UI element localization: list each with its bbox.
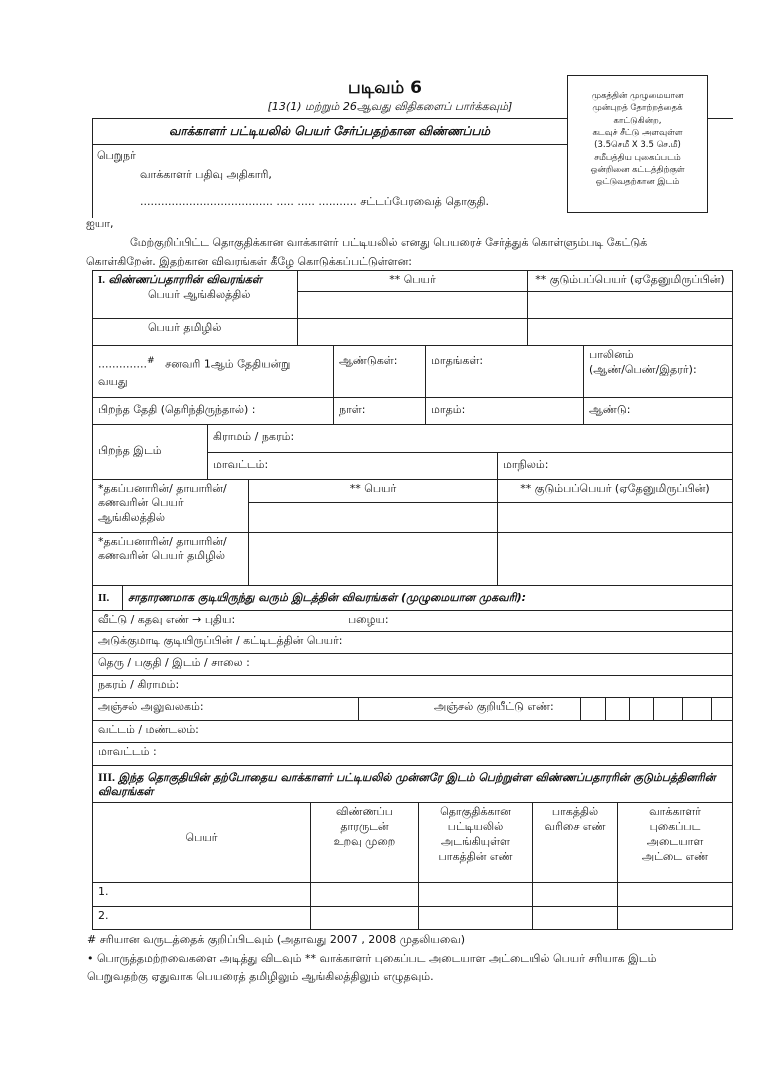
photo-text: ஒன்றினை கட்டத்திற்குள்	[590, 164, 685, 175]
months-field[interactable]: மாதங்கள்:	[425, 345, 584, 398]
gender-field[interactable]	[583, 345, 733, 398]
member-cell[interactable]	[418, 906, 533, 930]
col-name: ** பெயர்	[297, 270, 528, 292]
dob-day[interactable]: நாள்:	[333, 397, 426, 425]
member-cell[interactable]	[532, 882, 618, 907]
pin-digit-box[interactable]	[682, 697, 712, 721]
member-cell[interactable]	[532, 906, 618, 930]
apartment-row[interactable]: அடுக்குமாடி குடியிருப்பின் / கட்டிடத்தின் பெயர்:	[92, 631, 733, 654]
door-no-row[interactable]	[92, 610, 733, 632]
post-office-field[interactable]: அஞ்சல் அலுவலகம்:	[92, 697, 359, 721]
parent-col-surname: ** குடும்பப்பெயர் (ஏதேனுமிருப்பின்)	[497, 479, 733, 503]
age-text: சனவரி 1ஆம் தேதியன்று	[165, 357, 291, 371]
age-cell[interactable]	[92, 345, 334, 398]
surname-english-input[interactable]	[527, 291, 733, 319]
col-relation: விண்ணப்ப தாரருடன் உறவு முறை	[310, 802, 419, 883]
form-subtitle: [13(1) மற்றும் 26ஆவது விதிகளைப் பார்க்கவும்]	[267, 100, 513, 113]
birth-village-field[interactable]: கிராமம் / நகரம்:	[207, 424, 733, 453]
photo-text: கடவுச் சீட்டு அளவுள்ள	[592, 127, 683, 138]
name-english-input[interactable]	[297, 291, 528, 319]
parent-name-tamil-input[interactable]	[248, 532, 498, 586]
form-title: படிவம் 6	[348, 78, 422, 98]
dob-year[interactable]: ஆண்டு:	[583, 397, 733, 425]
name-english-label: பெயர் ஆங்கிலத்தில்	[148, 287, 251, 301]
old-door-label: பழைய:	[348, 613, 389, 626]
footnote-star: • பொருத்தமற்றவைகளை அடித்து விடவும் ** வாக்காளர் புகைப்பட அடையாள அட்டையில் பெயர் சரியாக இடம்	[87, 952, 657, 965]
constituency-line[interactable]: ...................................... ..... ..... ........... சட்டப்பேரவைத் தொகுதி.	[140, 195, 490, 208]
name-tamil-label: பெயர் தமிழில்	[92, 318, 298, 346]
photo-box[interactable]	[567, 75, 708, 213]
door-no-label: வீட்டு / கதவு எண் → புதிய:	[98, 613, 236, 626]
town-row[interactable]: நகரம் / கிராமம்:	[92, 675, 733, 698]
pin-digit-box[interactable]	[580, 697, 606, 721]
section3-header	[92, 765, 733, 803]
birth-state-field[interactable]: மாநிலம்:	[497, 452, 733, 480]
parent-english-label: *தகப்பனாரின்/ தாயாரின்/ கணவரின் பெயர் ஆங்கிலத்தில்	[92, 479, 249, 533]
member-cell[interactable]	[418, 882, 533, 907]
pin-digit-box[interactable]	[629, 697, 654, 721]
photo-text: சமீபத்திய புகைப்படம்	[594, 152, 681, 163]
gender-label: பாலினம்	[589, 348, 634, 361]
gender-options: (ஆண்/பெண்/இதரர்):	[589, 362, 697, 376]
to-label: பெறுநர்	[97, 149, 136, 162]
photo-text: முன்புறத் தோற்றத்தைக்	[592, 103, 683, 114]
age-blank: ..............	[98, 357, 147, 371]
salutation: ஐயா,	[86, 217, 114, 230]
pin-digit-box[interactable]	[711, 697, 733, 721]
pin-digit-box[interactable]	[653, 697, 683, 721]
member-row-number: 1.	[92, 882, 311, 907]
parent-surname-tamil-input[interactable]	[497, 532, 733, 586]
request-line-2: கொள்கிறேன். இதற்கான விவரங்கள் கீழே கொடுக்கப்பட்டுள்ளன:	[86, 255, 412, 268]
parent-col-name: ** பெயர்	[248, 479, 498, 503]
birth-district-field[interactable]: மாவட்டம்:	[207, 452, 498, 480]
parent-name-english-input[interactable]	[248, 502, 498, 533]
col-member-name: பெயர்	[92, 802, 311, 883]
col-serial-no: பாகத்தில் வரிசை எண்	[532, 802, 618, 883]
photo-text: காட்டுகின்ற,	[613, 115, 662, 126]
surname-tamil-input[interactable]	[527, 318, 733, 346]
member-cell[interactable]	[617, 906, 733, 930]
pin-digit-box[interactable]	[605, 697, 630, 721]
footnote-hash: # சரியான வருடத்தைக் குறிப்பிடவும் (அதாவது 2007 , 2008 முதலியவை)	[87, 933, 466, 946]
section3-title: இந்த தொகுதியின் தற்போதைய வாக்காளர் பட்டியலில் முன்னரே இடம் பெற்றுள்ள விண்ணப்பதாரரின் குடும்பத்தினரின் விவரங்கள்	[98, 771, 716, 798]
birthplace-label: பிறந்த இடம்	[92, 424, 208, 480]
photo-text: (3.5செமீ X 3.5 செ.மீ)	[594, 140, 681, 151]
request-line-1: மேற்குறிப்பிட்ட தொகுதிக்கான வாக்காளர் பட்டியலில் எனது பெயரைச் சேர்த்துக் கொள்ளும்படி கேட்டுக்	[130, 236, 648, 249]
parent-surname-english-input[interactable]	[497, 502, 733, 533]
col-part-no: தொகுதிக்கான பட்டியலில் அடங்கியுள்ள பாகத்தின் எண்	[418, 802, 533, 883]
street-row[interactable]: தெரு / பகுதி / இடம் / சாலை :	[92, 653, 733, 676]
member-cell[interactable]	[617, 882, 733, 907]
district-row[interactable]: மாவட்டம் :	[92, 742, 733, 766]
form-heading: வாக்காளர் பட்டியலில் பெயர் சேர்ப்பதற்கான விண்ணப்பம்	[168, 124, 491, 138]
age-label: வயது	[98, 375, 128, 389]
section1-title: விண்ணப்பதாரரின் விவரங்கள்	[108, 273, 262, 286]
dob-month[interactable]: மாதம்:	[425, 397, 584, 425]
years-field[interactable]: ஆண்டுகள்:	[333, 345, 426, 398]
photo-text: ஒட்டுவதற்கான இடம்	[595, 177, 680, 188]
col-epic-no: வாக்காளர் புகைப்பட அடையாள அட்டை எண்	[617, 802, 733, 883]
section1-header	[92, 270, 298, 319]
member-cell[interactable]	[310, 882, 419, 907]
parent-tamil-label: *தகப்பனாரின்/ தாயாரின்/கணவரின் பெயர் தமிழில்	[92, 532, 249, 586]
section1-roman: I.	[98, 274, 106, 286]
section3-roman: III.	[98, 770, 116, 784]
age-hash: #	[146, 355, 155, 366]
dob-label: பிறந்த தேதி (தெரிந்திருந்தால்) :	[92, 397, 334, 425]
photo-text: முகத்தின் முழுமையான	[591, 91, 684, 101]
member-row-number: 2.	[92, 906, 311, 930]
officer-label: வாக்காளர் பதிவு அதிகாரி,	[140, 168, 272, 181]
name-tamil-input[interactable]	[297, 318, 528, 346]
col-surname: ** குடும்பப்பெயர் (ஏதேனுமிருப்பின்)	[527, 270, 733, 292]
footnote-star-cont: பெறுவதற்கு ஏதுவாக பெயரைத் தமிழிலும் ஆங்கிலத்திலும் எழுதவும்.	[87, 970, 434, 983]
member-cell[interactable]	[310, 906, 419, 930]
section2-roman: II.	[92, 585, 123, 611]
section2-title: சாதாரணமாக குடியிருந்து வரும் இடத்தின் விவரங்கள் (முழுமையான முகவரி):	[122, 585, 733, 611]
taluk-row[interactable]: வட்டம் / மண்டலம்:	[92, 720, 733, 743]
pin-code-label: அஞ்சல் குறியீட்டு எண்:	[358, 697, 581, 721]
